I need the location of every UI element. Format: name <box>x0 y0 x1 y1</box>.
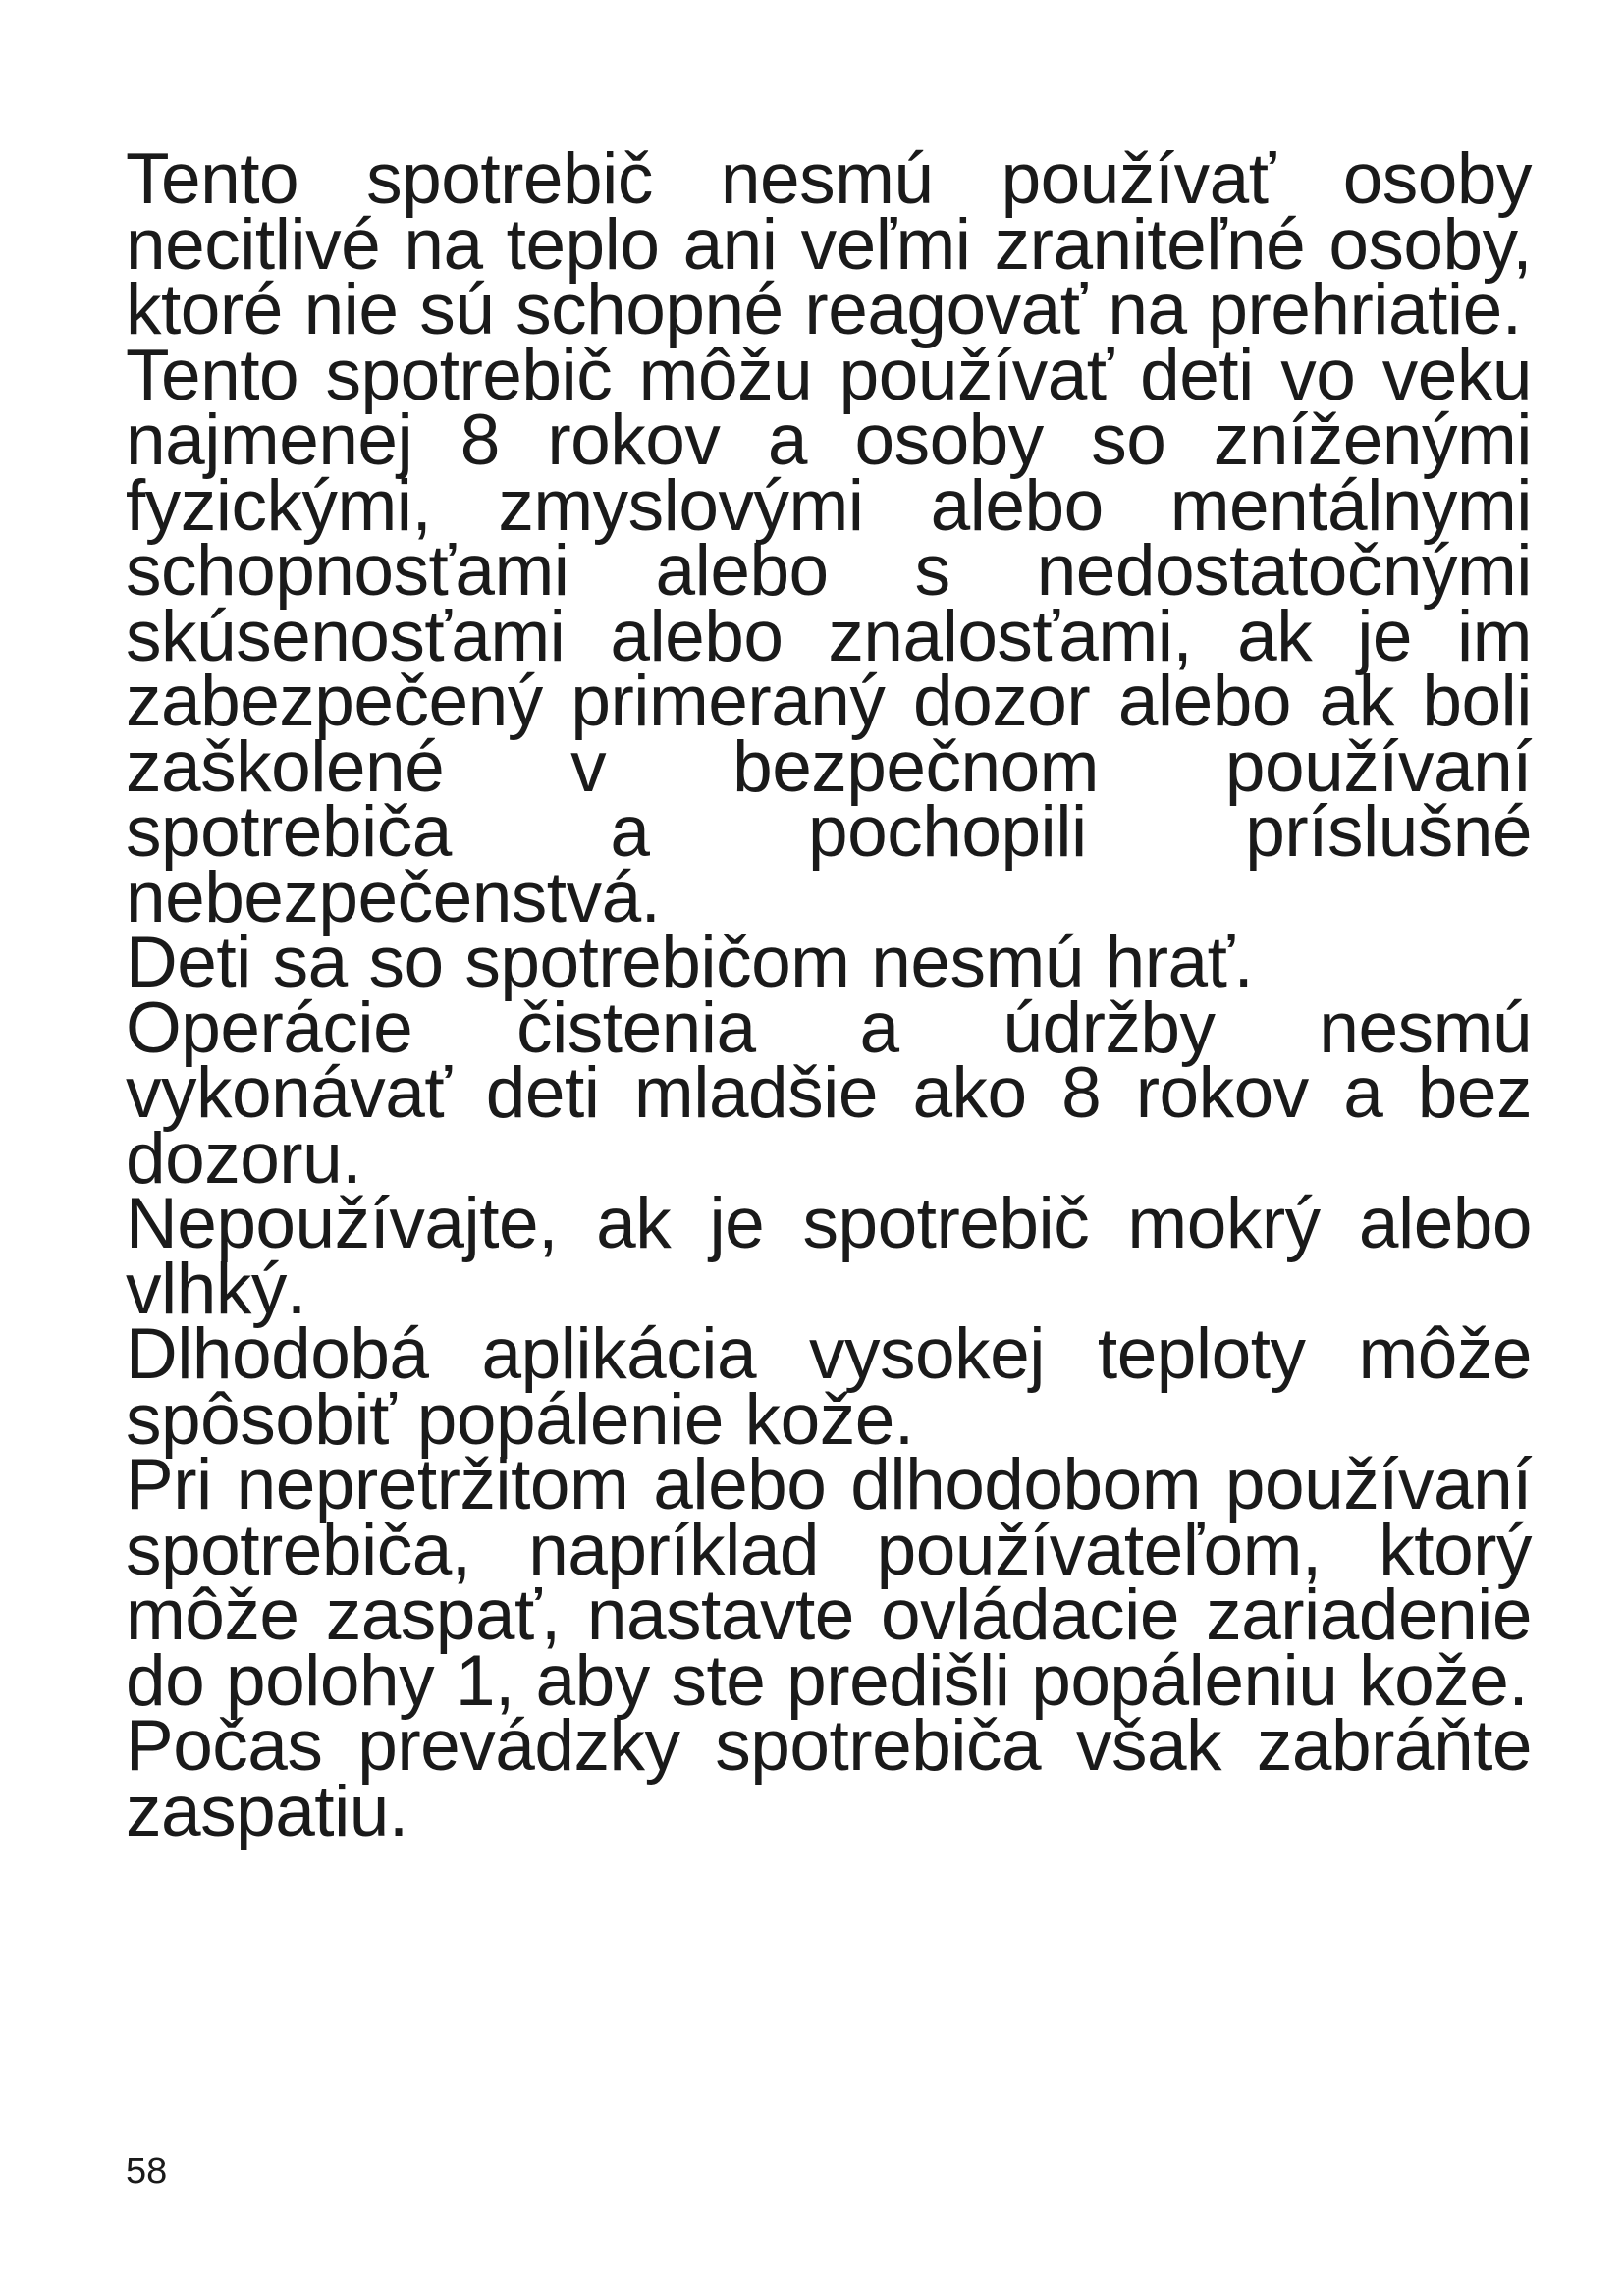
paragraph-burn-risk: Dlhodobá aplikácia vysokej teploty môže spôsobiť popálenie kože. <box>126 1314 1532 1460</box>
paragraph-heat-insensitive-warning: Tento spotrebič nesmú používať osoby necitlivé na teplo ani veľmi zraniteľné osoby, ktoré nie sú schopné reagovať na prehriatie. <box>126 139 1532 349</box>
paragraph-children-supervision: Tento spotrebič môžu používať deti vo veku najmenej 8 rokov a osoby so zníženými fyzickými, zmyslovými alebo mentálnymi schopnosťami alebo s nedostatočnými skúsenosťami alebo znalosťami, ak je im zabezpečený primeraný dozor alebo ak boli zaškolené v bezpečnom používaní spotrebiča a pochopili príslušné nebezpečenstvá. <box>126 335 1532 937</box>
paragraph-avoid-sleep: Počas prevádzky spotrebiča však zabráňte zaspatiu. <box>126 1706 1532 1851</box>
page-number: 58 <box>126 2151 168 2192</box>
paragraph-wet-warning: Nepoužívajte, ak je spotrebič mokrý alebo vlhký. <box>126 1184 1532 1329</box>
paragraph-continuous-use: Pri nepretržitom alebo dlhodobom používaní spotrebiča, napríklad používateľom, ktorý môže zaspať, nastavte ovládacie zariadenie do polohy 1, aby ste predišli popáleniu kože. <box>126 1445 1532 1721</box>
page-body <box>126 139 1532 1851</box>
paragraph-no-play: Deti sa so spotrebičom nesmú hrať. <box>126 923 1254 1002</box>
paragraph-cleaning-maintenance: Operácie čistenia a údržby nesmú vykonávať deti mladšie ako 8 rokov a bez dozoru. <box>126 988 1532 1199</box>
